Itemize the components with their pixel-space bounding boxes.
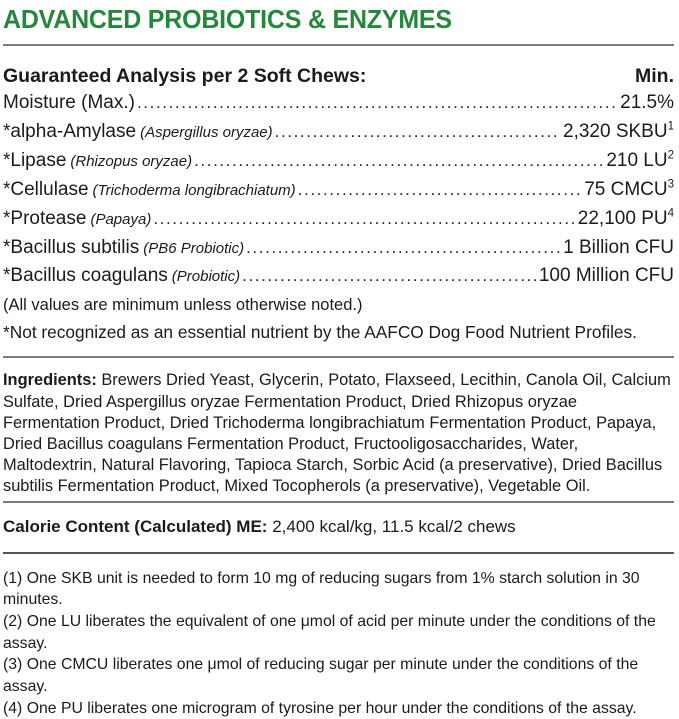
divider <box>3 356 674 358</box>
footnote-line: (1) One SKB unit is needed to form 10 mg of reducing sugars from 1% starch solution in 30 minutes. <box>3 569 640 609</box>
dot-leader <box>298 176 582 204</box>
nutrient-name: *Bacillus subtilis <box>3 236 140 258</box>
nutrient-source: (Trichoderma longibrachiatum) <box>92 181 296 199</box>
divider <box>3 44 674 46</box>
nutrient-name: *Protease <box>3 207 87 229</box>
divider <box>3 501 674 503</box>
nutrient-value: 1 Billion CFU <box>563 236 674 258</box>
footnote-line: (3) One CMCU liberates one μmol of reducing sugar per minute under the conditions of the assay. <box>3 656 639 696</box>
guaranteed-analysis-header <box>3 65 674 88</box>
product-title: ADVANCED PROBIOTICS & ENZYMES <box>3 4 452 34</box>
footnote-marker: 4 <box>667 207 674 220</box>
analysis-row <box>3 262 674 291</box>
analysis-rows <box>3 89 674 291</box>
nutrient-value: 210 LU <box>606 149 668 171</box>
nutrient-source: (Aspergillus oryzae) <box>140 123 273 141</box>
minimum-values-note: (All values are minimum unless otherwise noted.) <box>3 296 363 315</box>
dot-leader <box>275 118 560 146</box>
analysis-row <box>3 176 674 205</box>
footnote-marker: 2 <box>667 149 674 162</box>
nutrient-value: 21.5% <box>620 92 674 113</box>
footnotes-block <box>3 568 674 719</box>
nutrient-value: 22,100 PU <box>577 207 668 229</box>
nutrient-source: (Probiotic) <box>171 268 241 286</box>
ingredients-paragraph <box>3 370 674 497</box>
nutrient-name: *alpha-Amylase <box>3 120 137 142</box>
min-column-header: Min. <box>635 65 674 87</box>
nutrient-source: (PB6 Probiotic) <box>143 239 245 257</box>
footnote-line: (4) One PU liberates one microgram of tyrosine per hour under the conditions of the assay. <box>3 699 637 717</box>
nutrient-name: *Lipase <box>3 149 67 171</box>
footnote-line: (2) One LU liberates the equivalent of one μmol of acid per minute under the conditions of the assay. <box>3 612 656 652</box>
dot-leader <box>246 234 560 262</box>
analysis-row <box>3 147 674 176</box>
aafco-note: *Not recognized as an essential nutrient by the AAFCO Dog Food Nutrient Profiles. <box>3 322 637 343</box>
analysis-row <box>3 118 674 147</box>
ingredients-label: Ingredients: <box>3 371 97 390</box>
dot-leader <box>137 89 617 117</box>
analysis-row <box>3 234 674 263</box>
nutrient-name: *Bacillus coagulans <box>3 265 168 287</box>
footnote-marker: 3 <box>667 178 674 191</box>
calorie-content-value: 2,400 kcal/kg, 11.5 kcal/2 chews <box>267 516 516 536</box>
dot-leader <box>242 262 536 290</box>
nutrient-name: Moisture (Max.) <box>3 92 135 113</box>
guaranteed-analysis-heading: Guaranteed Analysis per 2 Soft Chews: <box>3 65 367 87</box>
dot-leader <box>153 205 574 233</box>
calorie-content-label: Calorie Content (Calculated) ME: <box>3 516 268 536</box>
nutrient-name: *Cellulase <box>3 178 89 200</box>
nutrient-value: 2,320 SKBU <box>563 120 668 142</box>
analysis-row <box>3 89 674 118</box>
nutrient-value: 100 Million CFU <box>538 265 674 287</box>
analysis-row <box>3 205 674 234</box>
nutrient-value: 75 CMCU <box>584 178 668 200</box>
footnote-marker: 1 <box>667 120 674 133</box>
nutrient-source: (Papaya) <box>90 210 152 228</box>
ingredients-text: Brewers Dried Yeast, Glycerin, Potato, Flaxseed, Lecithin, Canola Oil, Calcium Sulfate, Dried Aspergillus oryzae Fermentation Product, Dried Rhizopus oryzae Fermentation Product, Dried Trichoderma longibrachiatum Fermentation Product, Papaya, Dried Bacillus coagulans Fermentation Product, Fructooligosaccharides, Water, Maltodextrin, Natural Flavoring, Tapioca Starch, Sorbic Acid (a preservative), Dried Bacillus subtilis Fermentation Product, Mixed Tocopherols (a preservative), Vegetable Oil. <box>3 371 671 496</box>
calorie-content-line <box>3 516 674 537</box>
divider <box>3 552 674 554</box>
dot-leader <box>194 147 603 175</box>
nutrient-source: (Rhizopus oryzae) <box>70 152 193 170</box>
